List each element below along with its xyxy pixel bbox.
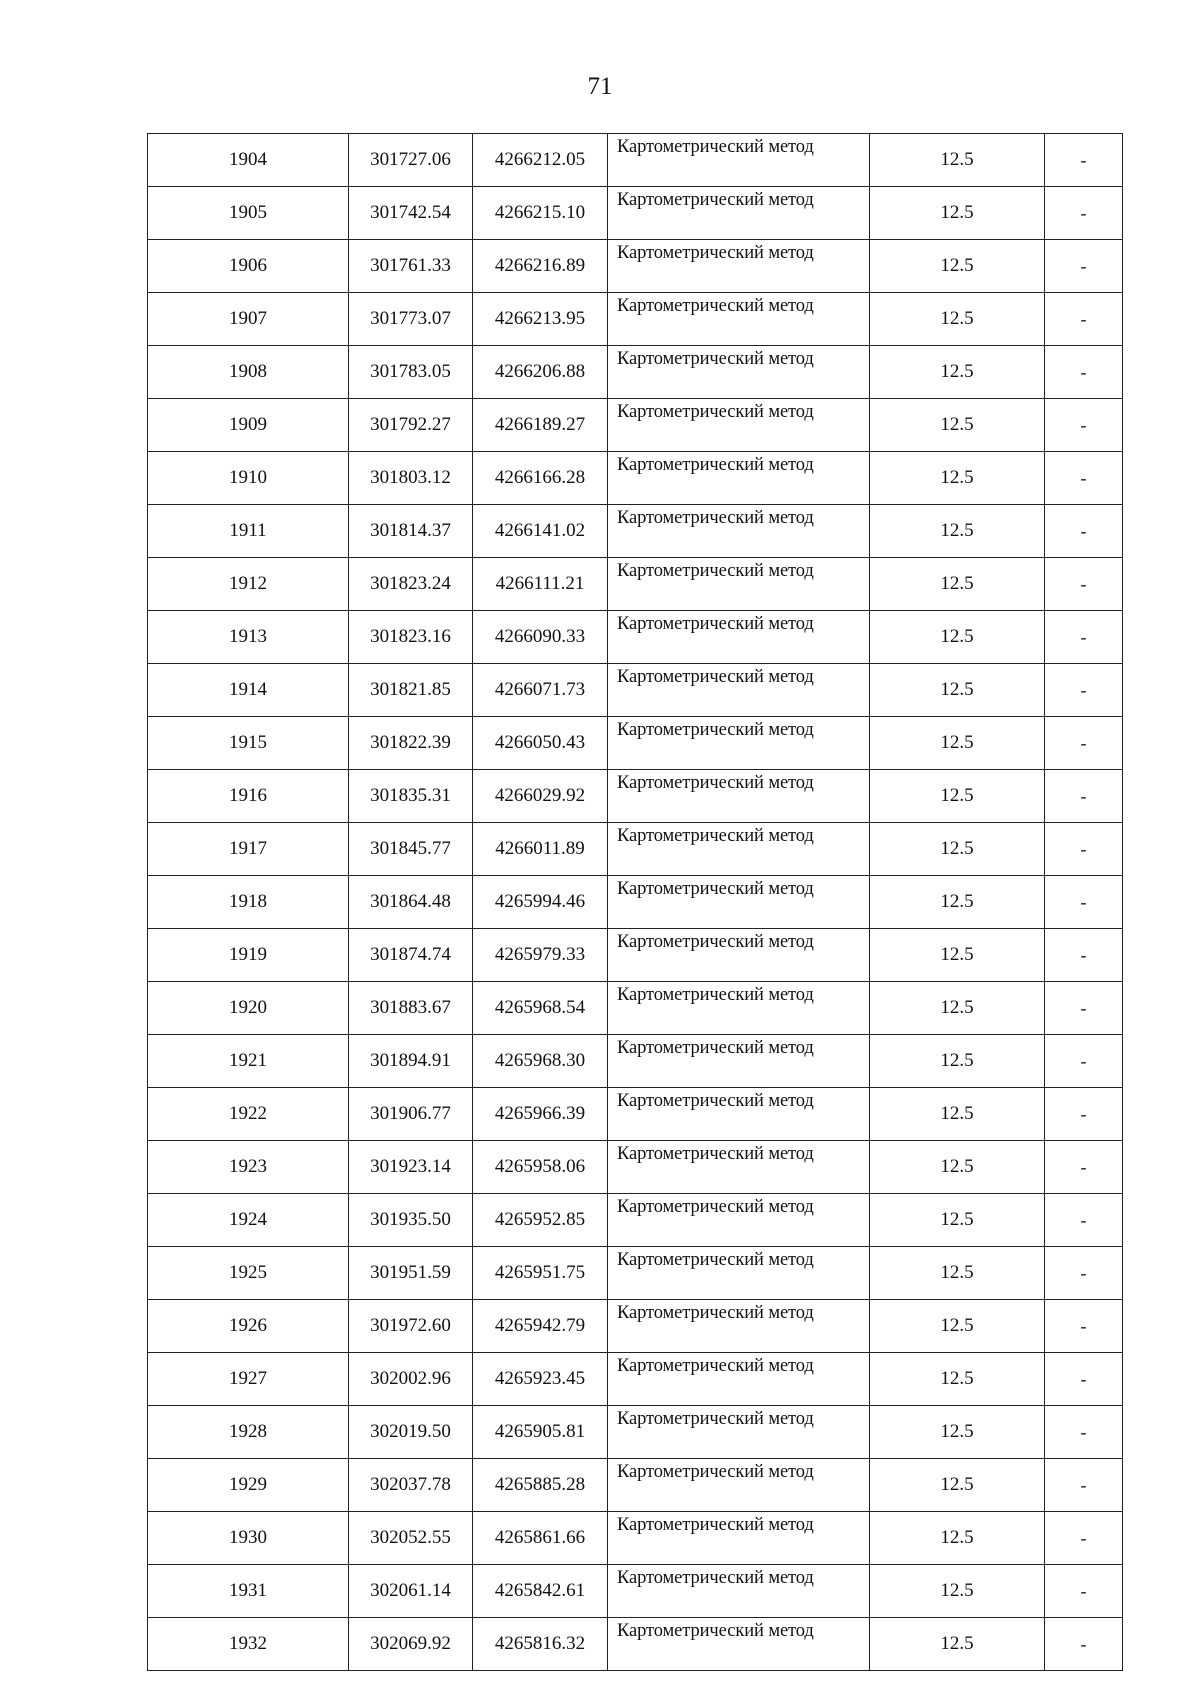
accuracy-cell: 12.5 — [870, 505, 1045, 558]
method-cell: Картометрический метод — [608, 1088, 870, 1141]
table-row — [148, 717, 1123, 770]
note-cell: - — [1045, 1353, 1123, 1406]
y-coordinate-cell: 4265923.45 — [473, 1353, 608, 1406]
method-cell: Картометрический метод — [608, 240, 870, 293]
table-row — [148, 1141, 1123, 1194]
method-cell: Картометрический метод — [608, 452, 870, 505]
point-number-cell: 1916 — [148, 770, 349, 823]
table-row — [148, 1035, 1123, 1088]
accuracy-cell: 12.5 — [870, 134, 1045, 187]
note-cell: - — [1045, 1459, 1123, 1512]
accuracy-cell: 12.5 — [870, 1035, 1045, 1088]
point-number-cell: 1913 — [148, 611, 349, 664]
note-cell: - — [1045, 1618, 1123, 1671]
table-row — [148, 1565, 1123, 1618]
method-cell: Картометрический метод — [608, 1353, 870, 1406]
method-cell: Картометрический метод — [608, 399, 870, 452]
x-coordinate-cell: 301845.77 — [349, 823, 473, 876]
method-cell: Картометрический метод — [608, 1618, 870, 1671]
x-coordinate-cell: 301727.06 — [349, 134, 473, 187]
accuracy-cell: 12.5 — [870, 240, 1045, 293]
accuracy-cell: 12.5 — [870, 187, 1045, 240]
point-number-cell: 1921 — [148, 1035, 349, 1088]
accuracy-cell: 12.5 — [870, 929, 1045, 982]
note-cell: - — [1045, 1247, 1123, 1300]
table-row — [148, 611, 1123, 664]
x-coordinate-cell: 301814.37 — [349, 505, 473, 558]
method-cell: Картометрический метод — [608, 1459, 870, 1512]
y-coordinate-cell: 4266206.88 — [473, 346, 608, 399]
y-coordinate-cell: 4266090.33 — [473, 611, 608, 664]
note-cell: - — [1045, 399, 1123, 452]
y-coordinate-cell: 4265968.30 — [473, 1035, 608, 1088]
method-cell: Картометрический метод — [608, 505, 870, 558]
table-row — [148, 664, 1123, 717]
x-coordinate-cell: 302052.55 — [349, 1512, 473, 1565]
note-cell: - — [1045, 1035, 1123, 1088]
y-coordinate-cell: 4266111.21 — [473, 558, 608, 611]
accuracy-cell: 12.5 — [870, 1406, 1045, 1459]
table-row — [148, 452, 1123, 505]
x-coordinate-cell: 301935.50 — [349, 1194, 473, 1247]
point-number-cell: 1915 — [148, 717, 349, 770]
table-row — [148, 240, 1123, 293]
x-coordinate-cell: 301951.59 — [349, 1247, 473, 1300]
table-row — [148, 1353, 1123, 1406]
method-cell: Картометрический метод — [608, 929, 870, 982]
accuracy-cell: 12.5 — [870, 1088, 1045, 1141]
x-coordinate-cell: 301906.77 — [349, 1088, 473, 1141]
y-coordinate-cell: 4265958.06 — [473, 1141, 608, 1194]
method-cell: Картометрический метод — [608, 717, 870, 770]
point-number-cell: 1917 — [148, 823, 349, 876]
point-number-cell: 1912 — [148, 558, 349, 611]
note-cell: - — [1045, 1406, 1123, 1459]
note-cell: - — [1045, 293, 1123, 346]
x-coordinate-cell: 301742.54 — [349, 187, 473, 240]
method-cell: Картометрический метод — [608, 876, 870, 929]
point-number-cell: 1922 — [148, 1088, 349, 1141]
point-number-cell: 1905 — [148, 187, 349, 240]
point-number-cell: 1925 — [148, 1247, 349, 1300]
method-cell: Картометрический метод — [608, 187, 870, 240]
method-cell: Картометрический метод — [608, 770, 870, 823]
point-number-cell: 1911 — [148, 505, 349, 558]
y-coordinate-cell: 4265968.54 — [473, 982, 608, 1035]
table-row — [148, 134, 1123, 187]
method-cell: Картометрический метод — [608, 982, 870, 1035]
x-coordinate-cell: 302019.50 — [349, 1406, 473, 1459]
point-number-cell: 1928 — [148, 1406, 349, 1459]
table-row — [148, 1247, 1123, 1300]
table-row — [148, 1194, 1123, 1247]
x-coordinate-cell: 301923.14 — [349, 1141, 473, 1194]
note-cell: - — [1045, 1565, 1123, 1618]
x-coordinate-cell: 302002.96 — [349, 1353, 473, 1406]
y-coordinate-cell: 4265816.32 — [473, 1618, 608, 1671]
accuracy-cell: 12.5 — [870, 1141, 1045, 1194]
y-coordinate-cell: 4265951.75 — [473, 1247, 608, 1300]
accuracy-cell: 12.5 — [870, 982, 1045, 1035]
y-coordinate-cell: 4266216.89 — [473, 240, 608, 293]
accuracy-cell: 12.5 — [870, 399, 1045, 452]
method-cell: Картометрический метод — [608, 1035, 870, 1088]
y-coordinate-cell: 4265979.33 — [473, 929, 608, 982]
table-row — [148, 1618, 1123, 1671]
table-row — [148, 399, 1123, 452]
point-number-cell: 1924 — [148, 1194, 349, 1247]
note-cell: - — [1045, 452, 1123, 505]
accuracy-cell: 12.5 — [870, 1512, 1045, 1565]
note-cell: - — [1045, 717, 1123, 770]
y-coordinate-cell: 4266215.10 — [473, 187, 608, 240]
point-number-cell: 1914 — [148, 664, 349, 717]
x-coordinate-cell: 301864.48 — [349, 876, 473, 929]
y-coordinate-cell: 4266166.28 — [473, 452, 608, 505]
table-row — [148, 876, 1123, 929]
note-cell: - — [1045, 558, 1123, 611]
y-coordinate-cell: 4265885.28 — [473, 1459, 608, 1512]
table-row — [148, 1459, 1123, 1512]
point-number-cell: 1909 — [148, 399, 349, 452]
note-cell: - — [1045, 823, 1123, 876]
table-row — [148, 293, 1123, 346]
method-cell: Картометрический метод — [608, 134, 870, 187]
point-number-cell: 1910 — [148, 452, 349, 505]
note-cell: - — [1045, 1088, 1123, 1141]
point-number-cell: 1919 — [148, 929, 349, 982]
y-coordinate-cell: 4265966.39 — [473, 1088, 608, 1141]
x-coordinate-cell: 302069.92 — [349, 1618, 473, 1671]
note-cell: - — [1045, 346, 1123, 399]
x-coordinate-cell: 301823.16 — [349, 611, 473, 664]
table-body — [148, 134, 1123, 1671]
method-cell: Картометрический метод — [608, 293, 870, 346]
note-cell: - — [1045, 505, 1123, 558]
x-coordinate-cell: 301894.91 — [349, 1035, 473, 1088]
table-row — [148, 1512, 1123, 1565]
method-cell: Картометрический метод — [608, 1300, 870, 1353]
point-number-cell: 1908 — [148, 346, 349, 399]
y-coordinate-cell: 4265905.81 — [473, 1406, 608, 1459]
y-coordinate-cell: 4266011.89 — [473, 823, 608, 876]
x-coordinate-cell: 301783.05 — [349, 346, 473, 399]
accuracy-cell: 12.5 — [870, 823, 1045, 876]
x-coordinate-cell: 301792.27 — [349, 399, 473, 452]
method-cell: Картометрический метод — [608, 1247, 870, 1300]
note-cell: - — [1045, 929, 1123, 982]
y-coordinate-cell: 4266071.73 — [473, 664, 608, 717]
method-cell: Картометрический метод — [608, 664, 870, 717]
point-number-cell: 1930 — [148, 1512, 349, 1565]
table-row — [148, 558, 1123, 611]
accuracy-cell: 12.5 — [870, 1565, 1045, 1618]
y-coordinate-cell: 4265861.66 — [473, 1512, 608, 1565]
table-row — [148, 1406, 1123, 1459]
table-row — [148, 823, 1123, 876]
point-number-cell: 1907 — [148, 293, 349, 346]
point-number-cell: 1920 — [148, 982, 349, 1035]
y-coordinate-cell: 4266213.95 — [473, 293, 608, 346]
y-coordinate-cell: 4266029.92 — [473, 770, 608, 823]
note-cell: - — [1045, 1194, 1123, 1247]
accuracy-cell: 12.5 — [870, 558, 1045, 611]
x-coordinate-cell: 301773.07 — [349, 293, 473, 346]
note-cell: - — [1045, 1300, 1123, 1353]
method-cell: Картометрический метод — [608, 1194, 870, 1247]
accuracy-cell: 12.5 — [870, 1459, 1045, 1512]
note-cell: - — [1045, 1141, 1123, 1194]
point-number-cell: 1904 — [148, 134, 349, 187]
method-cell: Картометрический метод — [608, 558, 870, 611]
point-number-cell: 1923 — [148, 1141, 349, 1194]
accuracy-cell: 12.5 — [870, 1194, 1045, 1247]
table-row — [148, 346, 1123, 399]
accuracy-cell: 12.5 — [870, 1300, 1045, 1353]
y-coordinate-cell: 4266050.43 — [473, 717, 608, 770]
method-cell: Картометрический метод — [608, 1565, 870, 1618]
x-coordinate-cell: 302037.78 — [349, 1459, 473, 1512]
x-coordinate-cell: 301803.12 — [349, 452, 473, 505]
page-number: 71 — [587, 73, 613, 100]
note-cell: - — [1045, 876, 1123, 929]
table-row — [148, 1300, 1123, 1353]
y-coordinate-cell: 4265952.85 — [473, 1194, 608, 1247]
note-cell: - — [1045, 134, 1123, 187]
y-coordinate-cell: 4266141.02 — [473, 505, 608, 558]
table-row — [148, 1088, 1123, 1141]
point-number-cell: 1906 — [148, 240, 349, 293]
note-cell: - — [1045, 187, 1123, 240]
note-cell: - — [1045, 240, 1123, 293]
note-cell: - — [1045, 770, 1123, 823]
x-coordinate-cell: 302061.14 — [349, 1565, 473, 1618]
method-cell: Картометрический метод — [608, 611, 870, 664]
note-cell: - — [1045, 611, 1123, 664]
accuracy-cell: 12.5 — [870, 876, 1045, 929]
accuracy-cell: 12.5 — [870, 1618, 1045, 1671]
method-cell: Картометрический метод — [608, 1512, 870, 1565]
x-coordinate-cell: 301823.24 — [349, 558, 473, 611]
note-cell: - — [1045, 664, 1123, 717]
point-number-cell: 1929 — [148, 1459, 349, 1512]
note-cell: - — [1045, 982, 1123, 1035]
accuracy-cell: 12.5 — [870, 452, 1045, 505]
method-cell: Картометрический метод — [608, 823, 870, 876]
y-coordinate-cell: 4265842.61 — [473, 1565, 608, 1618]
point-number-cell: 1926 — [148, 1300, 349, 1353]
table-row — [148, 929, 1123, 982]
x-coordinate-cell: 301761.33 — [349, 240, 473, 293]
x-coordinate-cell: 301822.39 — [349, 717, 473, 770]
accuracy-cell: 12.5 — [870, 611, 1045, 664]
table-row — [148, 770, 1123, 823]
accuracy-cell: 12.5 — [870, 664, 1045, 717]
note-cell: - — [1045, 1512, 1123, 1565]
x-coordinate-cell: 301874.74 — [349, 929, 473, 982]
y-coordinate-cell: 4266212.05 — [473, 134, 608, 187]
x-coordinate-cell: 301972.60 — [349, 1300, 473, 1353]
point-number-cell: 1931 — [148, 1565, 349, 1618]
x-coordinate-cell: 301835.31 — [349, 770, 473, 823]
coordinates-table — [147, 133, 1123, 1671]
accuracy-cell: 12.5 — [870, 770, 1045, 823]
table-row — [148, 187, 1123, 240]
method-cell: Картометрический метод — [608, 1406, 870, 1459]
table-row — [148, 982, 1123, 1035]
y-coordinate-cell: 4266189.27 — [473, 399, 608, 452]
point-number-cell: 1932 — [148, 1618, 349, 1671]
accuracy-cell: 12.5 — [870, 1247, 1045, 1300]
accuracy-cell: 12.5 — [870, 1353, 1045, 1406]
method-cell: Картометрический метод — [608, 1141, 870, 1194]
method-cell: Картометрический метод — [608, 346, 870, 399]
x-coordinate-cell: 301821.85 — [349, 664, 473, 717]
point-number-cell: 1927 — [148, 1353, 349, 1406]
table-row — [148, 505, 1123, 558]
accuracy-cell: 12.5 — [870, 293, 1045, 346]
point-number-cell: 1918 — [148, 876, 349, 929]
accuracy-cell: 12.5 — [870, 346, 1045, 399]
x-coordinate-cell: 301883.67 — [349, 982, 473, 1035]
accuracy-cell: 12.5 — [870, 717, 1045, 770]
y-coordinate-cell: 4265942.79 — [473, 1300, 608, 1353]
y-coordinate-cell: 4265994.46 — [473, 876, 608, 929]
